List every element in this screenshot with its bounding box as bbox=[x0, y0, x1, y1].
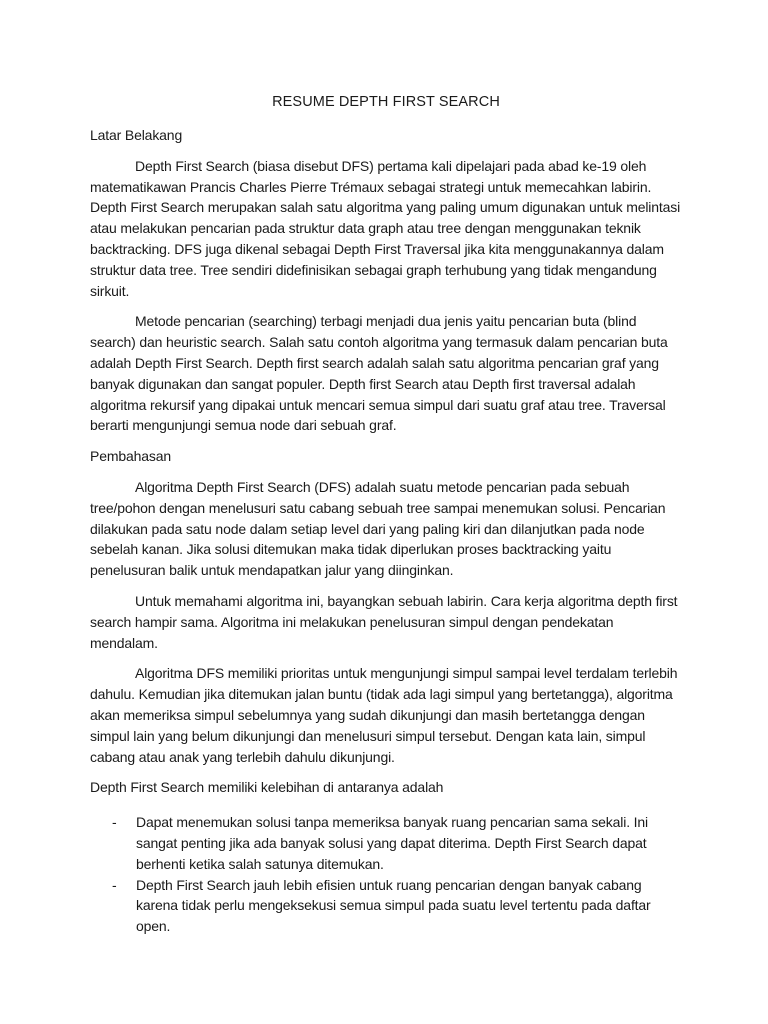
paragraph: Algoritma Depth First Search (DFS) adalah suatu metode pencarian pada sebuah tree/pohon dengan menelusuri satu cabang sebuah tree sampai menemukan solusi. Pencarian dilakukan pada satu node dalam setiap level dari yang paling kiri dan dilanjutkan pada node sebelah kanan. Jika solusi ditemukan maka tidak diperlukan proses backtracking yaitu penelusuran balik untuk mendapatkan jalur yang diinginkan. bbox=[90, 478, 666, 579]
paragraph: Untuk memahami algoritma ini, bayangkan sebuah labirin. Cara kerja algoritma depth first search hampir sama. Algoritma ini melakukan penelusuran simpul dengan pendekatan mendalam. bbox=[90, 592, 678, 651]
section-heading-latar-belakang: Latar Belakang bbox=[90, 127, 183, 143]
paragraph: Depth First Search (biasa disebut DFS) pertama kali dipelajari pada abad ke-19 oleh matematikawan Prancis Charles Pierre Trémaux sebagai strategi untuk memecahkan labirin. Depth First Search merupakan salah satu algoritma yang paling umum digunakan untuk melintasi atau melakukan pencarian pada struktur data graph atau tree dengan menggunakan teknik backtracking. DFS juga dikenal sebagai Depth First Traversal jika kita menggunakannya dalam struktur data tree. Tree sendiri didefinisikan sebagai graph terhubung yang tidak mengandung sirkuit. bbox=[90, 157, 681, 299]
document-body bbox=[90, 91, 682, 937]
bullet-marker: - bbox=[112, 876, 117, 893]
list-item-text: Dapat menemukan solusi tanpa memeriksa banyak ruang pencarian sama sekali. Ini sangat penting jika ada banyak solusi yang dapat diterima. Depth First Search dapat berhenti ketika salah satunya ditemukan. bbox=[136, 814, 649, 872]
advantages-list bbox=[90, 812, 682, 937]
paragraph: Metode pencarian (searching) terbagi menjadi dua jenis yaitu pencarian buta (blind search) dan heuristic search. Salah satu contoh algoritma yang termasuk dalam pencarian buta adalah Depth First Search. Depth first search adalah salah satu algoritma pencarian graf yang banyak digunakan dan sangat populer. Depth first Search atau Depth first traversal adalah algoritma rekursif yang dipakai untuk mencari semua simpul dari suatu graf atau tree. Traversal berarti mengunjungi semua node dari sebuah graf. bbox=[90, 313, 668, 434]
list-item bbox=[90, 812, 682, 874]
section-heading-pembahasan: Pembahasan bbox=[90, 448, 172, 465]
bullet-marker: - bbox=[112, 814, 117, 831]
list-item-text: Depth First Search jauh lebih efisien untuk ruang pencarian dengan banyak cabang karena tidak perlu mengeksekusi semua simpul pada suatu level tertentu pada daftar open. bbox=[136, 876, 651, 935]
document-title: RESUME DEPTH FIRST SEARCH bbox=[272, 94, 500, 110]
list-item bbox=[90, 875, 682, 937]
paragraph: Algoritma DFS memiliki prioritas untuk mengunjungi simpul sampai level terdalam terlebih dahulu. Kemudian jika ditemukan jalan buntu (tidak ada lagi simpul yang bertetangga), algoritma akan memeriksa simpul sebelumnya yang sudah dikunjungi dan masih bertetangga dengan simpul lain yang belum dikunjungi dan menelusuri simpul tersebut. Dengan kata lain, simpul cabang atau anak yang terlebih dahulu dikunjungi. bbox=[90, 665, 678, 765]
advantages-intro: Depth First Search memiliki kelebihan di antaranya adalah bbox=[90, 779, 444, 796]
